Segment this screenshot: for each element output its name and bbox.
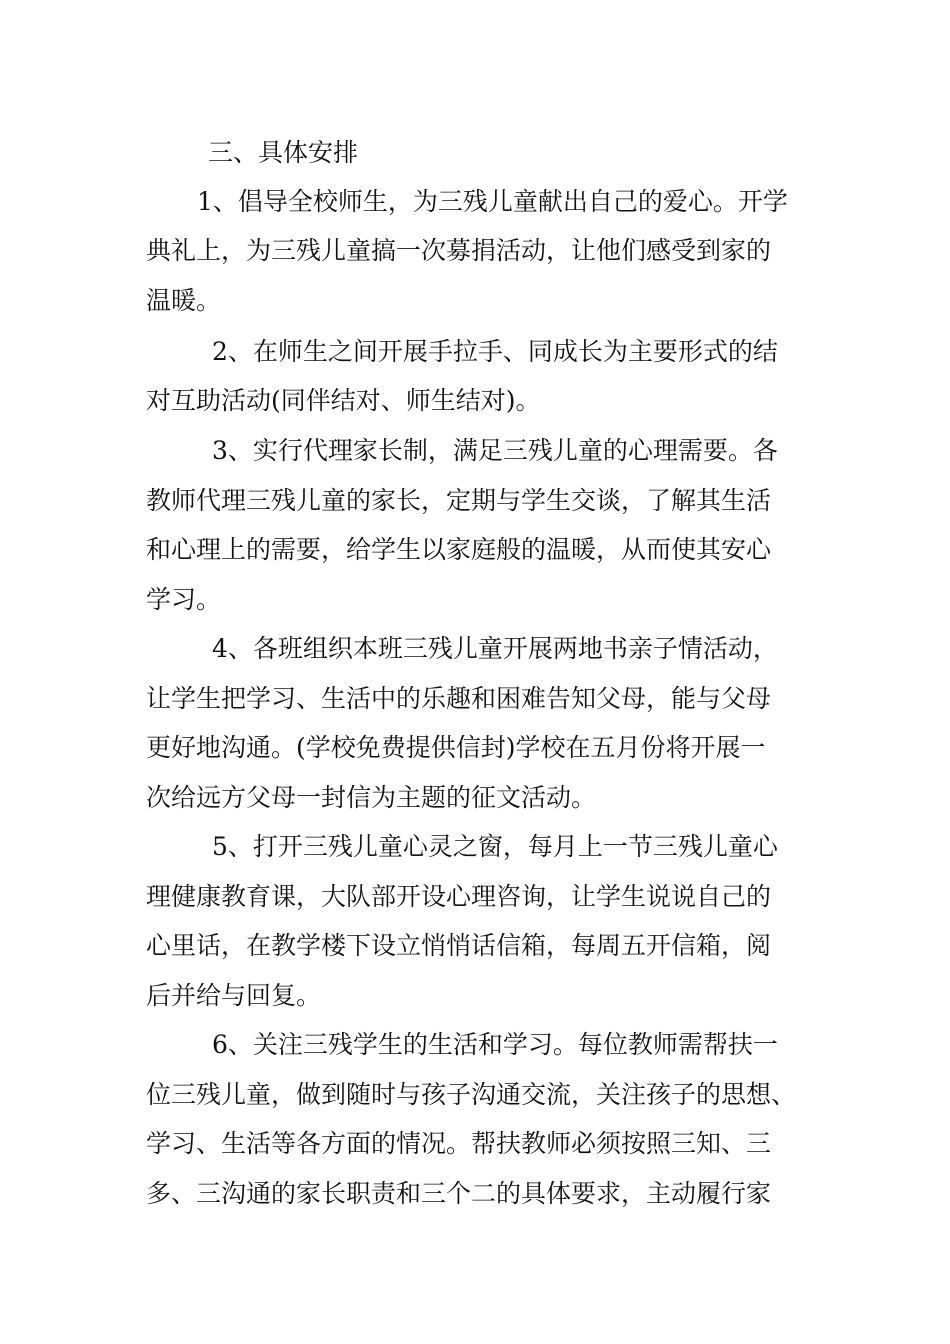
paragraph-line: 后并给与回复。 xyxy=(146,981,322,1010)
paragraph-line: 5、打开三残儿童心灵之窗，每月上一节三残儿童心 xyxy=(212,832,778,861)
paragraph-line: 3、实行代理家长制，满足三残儿童的心理需要。各 xyxy=(212,436,778,465)
paragraph-line: 2、在师生之间开展手拉手、同成长为主要形式的结 xyxy=(212,337,778,366)
paragraph-line: 典礼上，为三残儿童搞一次募捐活动，让他们感受到家的 xyxy=(146,236,772,265)
paragraph-line: 理健康教育课，大队部开设心理咨询，让学生说说自己的 xyxy=(146,882,772,911)
paragraph-line: 心里话，在教学楼下设立悄悄话信箱，每周五开信箱，阅 xyxy=(146,931,772,960)
paragraph-line: 次给远方父母一封信为主题的征文活动。 xyxy=(146,783,597,812)
paragraph-line: 位三残儿童，做到随时与孩子沟通交流，关注孩子的思想、 xyxy=(146,1080,797,1109)
paragraph-line: 和心理上的需要，给学生以家庭般的温暖，从而使其安心 xyxy=(146,535,772,564)
paragraph-line: 让学生把学习、生活中的乐趣和困难告知父母，能与父母 xyxy=(146,684,772,713)
paragraph-line: 学习。 xyxy=(146,585,222,614)
section-heading: 三、具体安排 xyxy=(208,138,359,167)
paragraph-line: 更好地沟通。(学校免费提供信封)学校在五月份将开展一 xyxy=(146,733,766,762)
paragraph-line: 对互助活动(同伴结对、师生结对)。 xyxy=(146,386,541,415)
paragraph-line: 学习、生活等各方面的情况。帮扶教师必须按照三知、三 xyxy=(146,1129,772,1158)
paragraph-line: 多、三沟通的家长职责和三个二的具体要求，主动履行家 xyxy=(146,1179,772,1208)
paragraph-line: 教师代理三残儿童的家长，定期与学生交谈，了解其生活 xyxy=(146,486,772,515)
paragraph-line: 1、倡导全校师生，为三残儿童献出自己的爱心。开学 xyxy=(197,187,788,216)
paragraph-line: 温暖。 xyxy=(146,286,222,315)
paragraph-line: 4、各班组织本班三残儿童开展两地书亲子情活动， xyxy=(212,634,778,663)
paragraph-line: 6、关注三残学生的生活和学习。每位教师需帮扶一 xyxy=(212,1030,778,1059)
